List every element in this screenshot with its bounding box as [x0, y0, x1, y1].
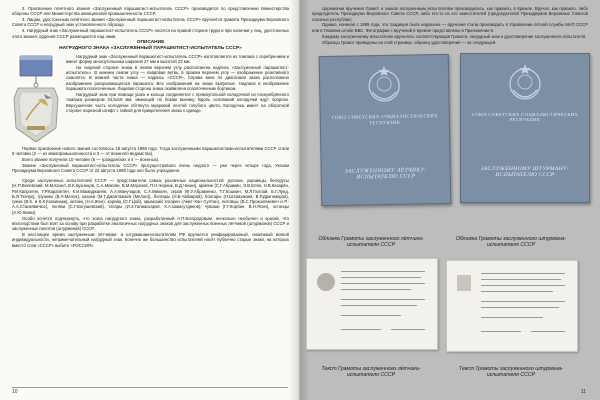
- left-para-9: В настоящее время заслуженным лётчикам- и штурманам-испытателям РФ вручается унифицированный, лишённый всякой индивидуальности, непримечательный нагрудный знак. Конечно же большинство испытателей носят публично старые знаки, на которых вместо слов «СССР» выбито «РОССИЯ».: [12, 232, 289, 248]
- navigator-certificate-text: [446, 260, 578, 352]
- ussr-emblem-icon: [461, 60, 589, 110]
- pilot-certificate-text: [306, 258, 438, 350]
- badge-description: [66, 54, 289, 114]
- emblem-icon: [317, 273, 335, 291]
- cover-union-text-2: СОЮЗ СОВЕТСКИХ СОЦИАЛИСТИЧЕСКИХ РЕСПУБЛИК: [471, 111, 579, 123]
- caption-pilot-cover: Обложка Грамоты заслуженного лётчика-испытателя СССР: [318, 236, 424, 249]
- certificate-covers: [312, 51, 588, 211]
- left-para-1: 2. Присвоение почётного звания «Заслуженный парашютист-испытатель СССР» производится по представлению Министерства обороны СССР или Министерства авиационной промышленности СССР.: [12, 6, 289, 17]
- left-para-8: Особо хочется подчеркнуть, что эскиз нагрудного знака, разработанный А.П.Богородовым, несколько необычен и красив, что впоследствии был взят за основу при разработке аналогичных нагрудных знаков для заслуженных военных лётчиков (штурманов) СССР и заслуженных пилотов (штурманов) СССР.: [12, 215, 289, 232]
- page-rule: [12, 387, 288, 388]
- caption-navigator-cover: Обложка Грамоты заслуженного штурмана-испытателя СССР: [455, 236, 567, 249]
- left-para-7: Среди заслуженных испытателей СССР — представители самых различных национальностей: русские, украинцы, белорусы (Н.П.Белевский, М.М.Козел, В.К.Кузнецов, С.А.Микоян, В.М.Морозов, П.Н.Черник, В.Д.Чекин), армяне (С.Г.Абрамян, Э.В.Елян, Н.В.Казарян, Р.И.Капрэлян, Г.Р.Карапетян, К.И.Мамаджанян, А.А.Манучаров, С.А.Микоян, серов (Ф.У.Абраменко, Т.Г.Кошкин, М.Л.Галлай, Б.Г.Лунд, Б.Я.Ткачук), грузины (В.Ч.Мелох), казахи (М.Т.Джантажаев (Мелон)), болгары (Н.Б.Чабакров), болгары (Н.Ш.Шахмаев, В.Р.Драгомиров), греки (В.К. и К.К.Коккинаки), китаец (Н.А.Жен), корейц (О.Г.Цой), крымский татарин (Амет-Хан Султан), литовцы (В.С.Прокшлякевич и Р.-А.А.Станкявичюс), поляки (С.Г.Богушевский), татары (И.З.Галиаскаров, Х.А.Шамсутдинов), чуваши (Г.Г.Корбин, В.Н.Ясин), эстонцы (А.Ю.Кюми).: [12, 177, 289, 215]
- badge-image: [12, 54, 60, 146]
- cover-title-1: ЗАСЛУЖЕННОМУ ЛЁТЧИКУ-ИСПЫТАТЕЛЮ СССР: [344, 167, 427, 181]
- ussr-emblem-icon: [320, 61, 449, 113]
- cover-union-text-1: СОЮЗ СОВЕТСКИХ СОЦИАЛИСТИЧЕСКИХ РЕСПУБЛИК: [331, 112, 439, 125]
- left-para-6: Звание «Заслуженный парашютист-испытатель СССР» просуществовало очень недолго — уже через четыре года, Указом Президиума Верховного Совета СССР от 22 августа 1988 года оно было упразднено.: [12, 162, 289, 174]
- gutter-shadow-left: [289, 0, 299, 400]
- right-para-4: Образцы Грамот приведены на этой странице, образец удостоверения — на следующей.: [322, 39, 497, 45]
- badge-section: [12, 54, 289, 146]
- page-number-right: 11: [580, 389, 586, 395]
- badge-illustration: [12, 54, 60, 146]
- right-page: [300, 0, 600, 400]
- right-para-3: Каждому заслуженному испытателю вручалось соответствующая Грамота, нагрудный знак и удостоверение заслуженного испытателя.: [322, 33, 587, 39]
- navigator-certificate-cover: [460, 53, 590, 203]
- badge-heading: НАГРУДНОГО ЗНАКА «ЗАСЛУЖЕННЫЙ ПАРАШЮТИСТ-ИСПЫТАТЕЛЬ СССР»: [59, 46, 242, 52]
- left-para-3: 4. Нагрудный знак «Заслуженный парашютист-испытатель СССР» носится на правой стороне груди и при наличии у лиц, удостоенных этого звания, орденов СССР размещается над ними.: [12, 28, 289, 39]
- right-para-1: Церемонии вручения Грамот и знаков заслуженным испытателям производились, как правило, в Кремле. Вручал, как правило, либо председатель Президиума Верховного Совета СССР, либо кто-то из его заместителей (председателей Президиумов Верховных Советов союзных республик).: [312, 6, 588, 22]
- flag-icon: [457, 275, 471, 291]
- right-para-2: Однако, начиная с 1989 года, эта традиция была нарушена — вручения стали производить в Управлении лётной службы МАП СССР или в Главном штабе ВВС. Фотографии с вручений в Кремле представлены в Приложении 5.: [312, 22, 588, 33]
- description-heading: ОПИСАНИЕ: [136, 40, 165, 46]
- page-number-left: 10: [12, 389, 18, 395]
- caption-pilot-text: Текст Грамоты заслуженного лётчика-испытателя СССР: [321, 366, 421, 379]
- left-para-4: Первое присвоение нового звания состоялось 18 августа 1988 года. Тогда заслуженными парашютистами-испытателями СССР стали 5 человек (2 — из авиапромышленности и 3 — от военного ведомства).: [12, 145, 289, 156]
- badge-para-3: Нагрудный знак при помощи ушка и кольца соединяется с прямоугольной колодочкой из посеребрённого томпака размером 24,5х16 мм, имеющей по бокам выемку. Вдоль оснований колодочки идут прорези. Верхушечная часть колодочки обтянута муаровой лентой голубого цвета. Колодочка имеет на оборотной стороне нарезной штифт с гайкой для прикрепления знака к одежде.: [66, 91, 289, 113]
- caption-navigator-text: Текст Грамоты заслуженного штурмана-испытателя СССР: [458, 366, 564, 379]
- cover-title-2: ЗАСЛУЖЕННОМУ ШТУРМАНУ-ИСПЫТАТЕЛЮ СССР: [480, 165, 570, 179]
- left-para-2: 3. Лицам, удостоенным почётного звания «Заслуженный парашютист-испытатель СССР» вручается грамота Президиума Верховного Совета СССР и нагрудный знак установленного образца.: [12, 17, 289, 28]
- left-para-5: Всего звание получили 10 человек (6 — гражданских и 4 — военных).: [22, 156, 160, 162]
- badge-para-1: Нагрудный знак «Заслуженный парашютист-испытатель СССР» изготовляется из томпака с серебрением и имеет форму многоугольника шириной 27 мм и высотой 23 мм.: [66, 53, 289, 64]
- badge-para-2: На лицевой стороне знака в левом верхнем углу расположена надпись «Заслуженный парашютист-испытатель». В нижнем левом углу — лавровая ветвь, в правом верхнем углу — изображение реактивного самолёта. В нижней части знака — надпись «СССР». Справа вниз по диагонали знака расположено изображение раскрывающегося парашюта. Все изображения на знаке выпуклые. Надписи и изображение парашюта позолоченные. Лицевая сторона знака окаймлена позолоченным бортиком.: [66, 64, 289, 92]
- pilot-certificate-cover: [319, 54, 452, 206]
